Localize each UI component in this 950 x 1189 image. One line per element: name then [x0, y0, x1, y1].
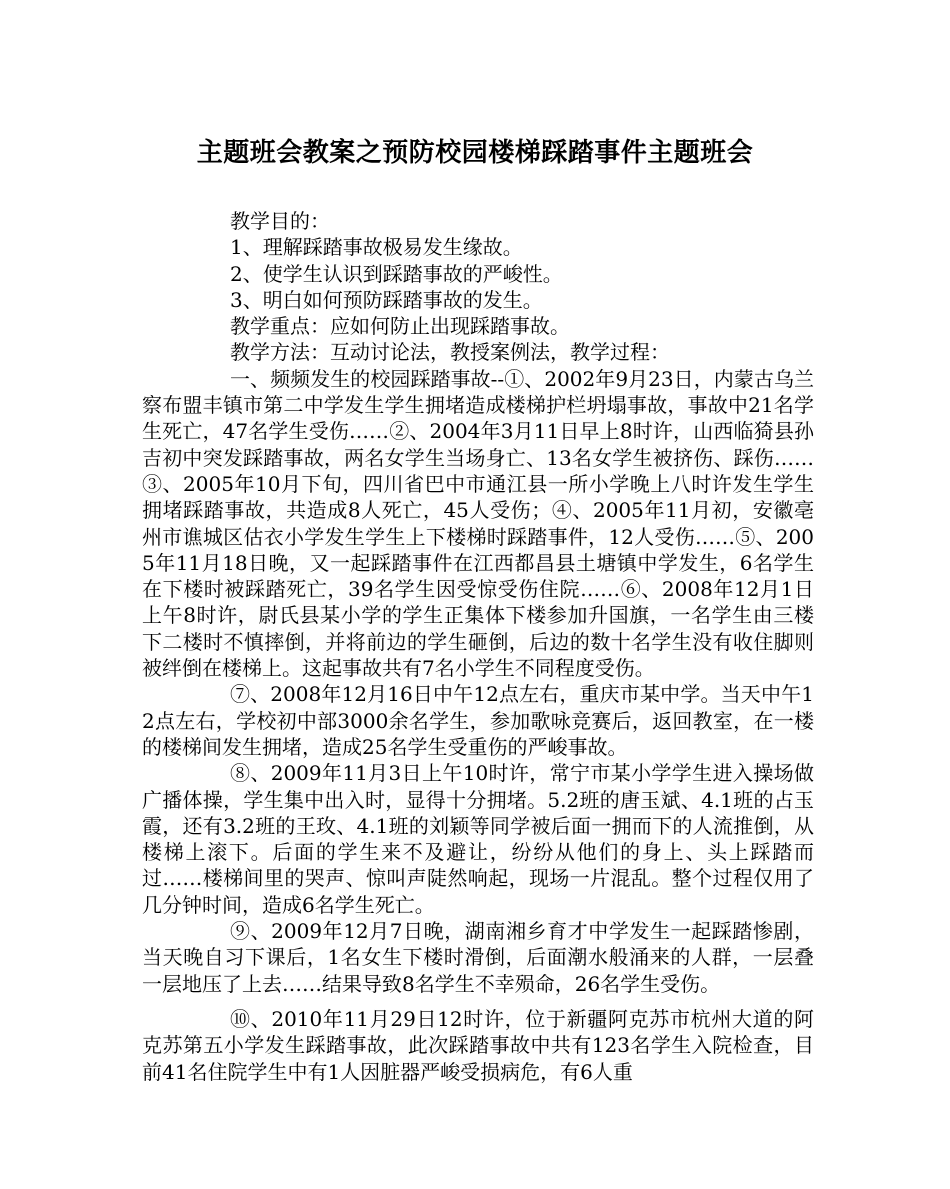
document-title: 主题班会教案之预防校园楼梯踩踏事件主题班会: [196, 138, 754, 168]
paragraph-case-10: ⑩、2010年11月29日12时许，位于新疆阿克苏市杭州大道的阿克苏第五小学发生踩踏事故，此次踩踏事故中共有123名学生入院检查，目前41名住院学生中有1人因脏器严峻受损病危，有6人重: [142, 1006, 814, 1084]
paragraph-goal-1: 1、理解踩踏事故极易发生缘故。: [230, 235, 523, 260]
paragraph-case-8: ⑧、2009年11月3日上午10时许，常宁市某小学学生进入操场做广播体操，学生集中出入时，显得十分拥堵。5.2班的唐玉斌、4.1班的占玉霞，还有3.2班的王玫、4.1班的刘颖等同学被后面一拥而下的人流推倒，从楼梯上滚下。后面的学生来不及避让，纷纷从他们的身上、头上踩踏而过……楼梯间里的哭声、惊叫声陡然响起，现场一片混乱。整个过程仅用了几分钟时间，造成6名学生死亡。: [142, 761, 814, 917]
document-body: [142, 208, 814, 1085]
paragraph-cases-1-6: 一、频频发生的校园踩踏事故--①、2002年9月23日，内蒙古乌兰察布盟丰镇市第二中学发生学生拥堵造成楼梯护栏坍塌事故，事故中21名学生死亡，47名学生受伤……②、2004年3月11日早上8时许，山西临猗县孙吉初中突发踩踏事故，两名女学生当场身亡、13名女学生被挤伤、踩伤……③、2005年10月下旬，四川省巴中市通江县一所小学晚上八时许发生学生拥堵踩踏事故，共造成8人死亡，45人受伤；④、2005年11月初，安徽亳州市谯城区估衣小学发生学生上下楼梯时踩踏事件，12人受伤……⑤、2005年11月18日晚，又一起踩踏事件在江西都昌县土塘镇中学发生，6名学生在下楼时被踩踏死亡，39名学生因受惊受伤住院……⑥、2008年12月1日上午8时许，尉氏县某小学的学生正集体下楼参加升国旗，一名学生由三楼下二楼时不慎摔倒，并将前边的学生砸倒，后边的数十名学生没有收住脚则被绊倒在楼梯上。这起事故共有7名小学生不同程度受伤。: [142, 366, 814, 681]
paragraph-goal-3: 3、明白如何预防踩踏事故的发生。: [230, 287, 543, 312]
paragraph-case-7: ⑦、2008年12月16日中午12点左右，重庆市某中学。当天中午12点左右，学校初中部3000余名学生，参加歌咏竞赛后，返回教室，在一楼的楼梯间发生拥堵，造成25名学生受重伤的严峻事故。: [142, 682, 814, 759]
paragraph-teaching-focus: 教学重点：应如何防止出现踩踏事故。: [230, 314, 570, 339]
paragraph-case-9: ⑨、2009年12月7日晚，湖南湘乡育才中学发生一起踩踏惨剧，当天晚自习下课后，1名女生下楼时滑倒，后面潮水般涌来的人群，一层叠一层地压了上去……结果导致8名学生不幸殒命，26名学生受伤。: [142, 919, 814, 996]
paragraph-teaching-method: 教学方法：互动讨论法，教授案例法，教学过程：: [230, 340, 670, 365]
paragraph-goal-2: 2、使学生认识到踩踏事故的严峻性。: [230, 261, 563, 286]
paragraph-teaching-goal-heading: 教学目的：: [230, 209, 330, 233]
